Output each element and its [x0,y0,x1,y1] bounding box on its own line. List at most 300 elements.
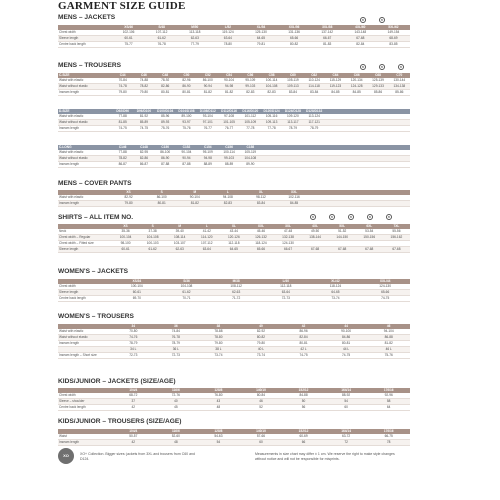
table-cell: 84-85 [325,90,346,96]
column-header: XS/46 [112,25,145,30]
table-cell: 61-62 [145,36,178,42]
table-cell: 101-105 [218,120,239,126]
table-cell: 100-104 [112,235,139,241]
table-cell: 42 [112,440,155,446]
plus-size-badge-icon: B [361,65,364,69]
table-cell: 100-104 [112,284,162,290]
table-cell [346,126,367,132]
table-cell: 83-84 [304,90,325,96]
section-title: MENS – JACKETS [58,14,116,21]
table-cell: 38 L [197,347,240,353]
size-table [58,190,410,207]
table-cell: 57-66 [240,434,283,440]
footer-collection-note: XO+ Collection. Bigger sizes: jackets from 3XL and trousers from C60 and D124. [80,452,195,461]
row-label: Chest width – Regular [58,235,112,241]
column-header: 40 [240,324,283,329]
table-cell: 109-113 [282,84,303,90]
table-cell: 45 [155,405,198,411]
table-cell: 42 L [282,347,325,353]
table-row [58,296,410,302]
table-cell: 62-63 [178,36,211,42]
table-cell: 62-63 [211,290,261,296]
column-header: 128/8 [197,429,240,434]
row-label: Waist without elastic [58,120,112,126]
table-cell: 68-69 [377,36,410,42]
section-title: KIDS/JUNIOR – JACKETS (SIZE/AGE) [58,378,176,385]
table-cell: 60-61 [112,36,145,42]
table-cell: 50 [282,399,325,405]
column-header: XXL [278,190,311,195]
table-cell: 103-107 [166,241,193,247]
column-header: XL [220,224,247,229]
table-cell: 81-92 [133,114,154,120]
table-cell: 76-80 [197,393,240,399]
table-cell [367,162,388,168]
table-cell: 82-96 [176,78,197,84]
row-label: Waist with elastic [58,195,112,201]
table-cell: 87-88 [176,162,197,168]
table-cell: 83-84 [282,90,303,96]
column-header: C62 [304,73,325,78]
table-cell: 94-104 [367,329,410,335]
table-cell: 82-83 [240,90,261,96]
column-header: C148 [133,145,154,150]
column-header: XS/34 [112,279,162,284]
table-cell: 97-101 [197,120,218,126]
column-header: XXL [247,224,274,229]
table-cell: 83-85 [377,42,410,48]
plus-size-badge-icon: B [349,215,352,219]
table-cell [377,201,410,207]
table-cell: 78-82 [133,84,154,90]
column-header: 4XL/60 [344,25,377,30]
table-row [58,90,410,96]
table-cell: 84-85 [346,90,367,96]
table-cell: 74-75 [325,353,368,359]
table-cell: 79-80 [112,90,133,96]
table-cell: 65-66 [360,290,410,296]
table-cell: 66-67 [311,36,344,42]
table-cell [282,162,303,168]
column-header: D96/D100 [133,109,154,114]
table-cell: 48 [155,440,198,446]
table-cell: 94-98 [218,84,239,90]
table-cell: 124-128 [346,84,367,90]
table-cell: 75-77 [112,42,145,48]
table-cell: 95-109 [240,78,261,84]
column-header: 152/12 [282,429,325,434]
table-cell: 80-84 [240,393,283,399]
column-header: D92/D96 [112,109,133,114]
column-header: D116/D120 [240,109,261,114]
table-cell: 81-82 [218,90,239,96]
table-cell: 78-92 [155,78,176,84]
column-header: L [211,190,244,195]
table-cell: 43 [197,399,240,405]
column-header: D104/D108 [176,109,197,114]
column-header: 164/14 [325,388,368,393]
table-cell: 85-96 [155,114,176,120]
page-title: GARMENT SIZE GUIDE [58,0,186,12]
table-cell: 130-144 [389,78,410,84]
table-cell: 58 [367,399,410,405]
table-cell: 55-56 [383,229,410,235]
column-header: S [139,224,166,229]
brand-logo: XO [58,448,74,464]
table-cell: 60-61 [112,247,139,253]
table-cell: 125-139 [367,78,388,84]
column-header: 4XL [302,224,329,229]
table-cell: 76-77 [197,126,218,132]
table-cell: 74-75 [282,353,325,359]
table-cell: 73-74 [197,353,240,359]
table-cell: 72-73 [155,353,198,359]
column-header: XXL/56 [278,25,311,30]
row-label: Centre back length [58,405,112,411]
plus-size-badge-icon: B [380,18,383,22]
section-title: WOMEN'S – TROUSERS [58,313,134,320]
table-cell: 124-130 [360,284,410,290]
table-cell: 104-108 [261,84,282,90]
column-header: C156 [218,145,239,150]
table-cell: 95-109 [197,150,218,156]
table-cell: 80-82 [278,42,311,48]
column-header: C66 [346,73,367,78]
row-label: Waist with elastic [58,114,112,120]
column-header: C154 [197,145,218,150]
table-cell: 79-80 [133,90,154,96]
table-cell: 47-48 [274,229,301,235]
row-label: Waist without elastic [58,156,112,162]
column-header: S [145,190,178,195]
plus-size-badge-icon: B [361,18,364,22]
table-cell: 86-96 [282,329,325,335]
table-cell: 65-66 [247,247,274,253]
column-header: 36 [155,324,198,329]
table-cell: 74-75 [133,126,154,132]
column-header: C54 [218,73,239,78]
column-header: 34 [112,324,155,329]
table-cell: 109-120 [282,114,303,120]
column-header: XS [112,224,139,229]
row-label: Inseam length [58,126,112,132]
size-table [58,73,410,96]
column-header: M [178,190,211,195]
table-cell: 61-62 [139,247,166,253]
column-header: 38 [197,324,240,329]
row-label: Inseam length [58,90,112,96]
table-cell: 120-134 [346,78,367,84]
table-cell: 82-92 [240,329,283,335]
column-header: S/48 [145,25,178,30]
row-label: Inseam length [58,162,112,168]
table-cell: 80-81 [155,90,176,96]
table-cell: 40 [155,399,198,405]
table-cell [389,162,410,168]
table-cell: 73-74 [240,353,283,359]
table-cell [389,126,410,132]
table-cell: 90-100 [325,329,368,335]
table-cell: 156-162 [383,235,410,241]
table-cell: 81-85 [112,120,133,126]
row-label: Centre back length [58,42,112,48]
table-cell: 82-95 [133,150,154,156]
footer-disclaimer: Measurements in size chart may differ ± 1 cm. We reserve the right to make style changes without notice and will not be responsible for misprints. [255,452,395,461]
table-cell: 78-82 [112,156,133,162]
table-cell: 88-89 [218,162,239,168]
table-cell: 84-86 [325,335,368,341]
table-cell: 37-38 [139,229,166,235]
table-cell: 64-65 [311,290,361,296]
table-cell: 101-112 [240,114,261,120]
table-cell: 60-69 [282,434,325,440]
column-header: C64 [325,73,346,78]
column-header: 128/8 [197,388,240,393]
table-cell: 90-94 [176,156,197,162]
table-cell: 107-112 [145,30,178,36]
table-cell: 72-73 [261,296,311,302]
table-cell: 74-76 [112,335,155,341]
table-cell: 104-108 [162,284,212,290]
table-cell [261,162,282,168]
table-cell: 79-80 [240,341,283,347]
table-cell: 81-82 [178,201,211,207]
column-header: 116/6 [155,429,198,434]
table-cell: 110-124 [304,78,325,84]
size-table [58,145,410,168]
row-label: Inseam length [58,341,112,347]
table-cell: 100-114 [261,78,282,84]
table-cell: 100-103 [139,241,166,247]
table-cell: 108-114 [166,235,193,241]
table-cell: 118-124 [311,284,361,290]
table-cell: 41-42 [193,229,220,235]
table-cell: 78-79 [282,126,303,132]
column-header: 152/12 [282,388,325,393]
table-cell: 82-86 [155,84,176,90]
table-cell: 71-72 [211,296,261,302]
row-label: Chest width [58,284,112,290]
table-cell: 83-84 [244,201,277,207]
table-cell: 100-114 [218,150,239,156]
table-cell: 90-104 [218,78,239,84]
table-cell: 77-79 [178,42,211,48]
table-cell: 143-148 [344,30,377,36]
table-cell: 77-88 [112,114,133,120]
table-cell: 108-112 [211,284,261,290]
column-header: 6XL [356,224,383,229]
row-label: Inseam length – Short size [58,353,112,359]
table-cell: 76-77 [218,126,239,132]
table-cell: 109-113 [261,120,282,126]
table-cell: 86-90 [176,84,197,90]
table-cell: 137-142 [311,30,344,36]
column-header: 140/10 [240,388,283,393]
size-table [58,279,410,302]
table-cell: 82-84 [344,42,377,48]
table-cell: 42 [112,405,155,411]
column-header: C158 [240,145,261,150]
column-header: 140/10 [240,429,283,434]
table-cell: 89-100 [176,114,197,120]
table-cell: 80-81 [325,341,368,347]
table-cell: 84-85 [278,201,311,207]
column-header: L/52 [211,25,244,30]
column-header: 5XL [329,224,356,229]
table-cell: 86-87 [112,162,133,168]
table-cell: 70-80 [112,329,155,335]
row-label: Sleeve – shoulder [58,399,112,405]
table-cell: 80-82 [240,335,283,341]
table-cell: 74-88 [133,78,154,84]
table-cell: 77-88 [112,150,133,156]
table-cell: 84-88 [282,393,325,399]
table-cell: 102-116 [278,195,311,201]
table-cell: 99-103 [240,84,261,90]
table-row [58,247,410,253]
table-cell: 104-108 [240,156,261,162]
table-cell: 75-76 [155,126,176,132]
table-cell [311,201,344,207]
table-cell: 44 L [325,347,368,353]
section-title: SHIRTS – ALL ITEM NO. [58,214,134,221]
table-cell: 105-109 [240,120,261,126]
size-table [58,109,410,132]
size-table [58,324,410,359]
table-cell: 150-156 [356,235,383,241]
table-cell: 86-100 [155,150,176,156]
table-cell: 105-119 [240,150,261,156]
row-label: Sleeve length [58,290,112,296]
table-row [58,440,410,446]
table-cell: 120-126 [220,235,247,241]
column-header: 104/4 [112,429,155,434]
column-header: M [166,224,193,229]
table-cell: 63-64 [211,36,244,42]
table-cell: 78-80 [197,335,240,341]
section-title: WOMEN'S – JACKETS [58,268,129,275]
table-cell: 39-40 [166,229,193,235]
column-header: XL/42 [311,279,361,284]
table-cell: 69-70 [112,296,162,302]
column-header: D124/D128 [282,109,303,114]
table-cell: 51-52 [329,229,356,235]
table-cell: 90-94 [197,84,218,90]
row-label: Centre back length [58,296,112,302]
column-header: L/40 [261,279,311,284]
table-cell: 63-64 [261,290,311,296]
table-cell: 119-124 [211,30,244,36]
column-header: C50 [176,73,197,78]
table-cell: 60 [325,405,368,411]
table-cell: 119-123 [325,84,346,90]
column-header: D108/D112 [197,109,218,114]
table-cell: 125-130 [244,30,277,36]
table-cell: 86-87 [133,162,154,168]
table-cell: 98-100 [112,241,139,247]
table-cell: 104-108 [139,235,166,241]
table-cell: 80-81 [282,341,325,347]
row-label: Inseam length [58,201,112,207]
table-cell: 78-79 [112,341,155,347]
column-header: XXL/44 [360,279,410,284]
table-cell: 81-82 [367,341,410,347]
table-cell: 112-118 [261,284,311,290]
column-header: 42 [282,324,325,329]
table-cell: 134-138 [389,84,410,90]
row-label: Waist with elastic [58,78,112,84]
table-cell: 74-75 [112,126,133,132]
table-cell: 124-130 [274,241,301,247]
table-cell: 86-100 [197,78,218,84]
table-cell: 72-73 [112,353,155,359]
table-cell: 34 L [112,347,155,353]
column-header: L [193,224,220,229]
column-header: C58 [261,73,282,78]
column-header: 164/14 [325,429,368,434]
row-label: Chest width [58,30,112,36]
plus-size-badge-icon: B [368,215,371,219]
table-cell: 113-117 [282,120,303,126]
table-cell: 66 [282,440,325,446]
table-cell: 81-83 [311,42,344,48]
table-cell: 67-68 [329,247,356,253]
table-cell: 78-80 [211,42,244,48]
row-label: Inseam length [58,440,112,446]
column-header: D112/D116 [218,109,239,114]
table-cell: 65-66 [278,36,311,42]
table-cell: 99-103 [218,156,239,162]
column-header: 5XL/62 [377,25,410,30]
column-header: 116/6 [155,388,198,393]
table-cell: 90-104 [178,195,211,201]
table-cell: 107-112 [193,241,220,247]
table-cell: 86-90 [155,156,176,162]
table-cell: 131-136 [278,30,311,36]
table-cell: 82-92 [112,195,145,201]
table-cell: 76-78 [145,42,178,48]
plus-size-badge-icon: B [311,215,314,219]
table-cell: 60-61 [112,290,162,296]
table-cell: 72 [325,440,368,446]
table-cell: 79-80 [197,341,240,347]
table-cell: 94-98 [197,156,218,162]
table-cell: 86-88 [367,335,410,341]
table-cell [304,162,325,168]
column-header: C56 [240,73,261,78]
table-cell: 36 L [155,347,198,353]
table-cell: 70-71 [162,296,212,302]
table-cell [344,201,377,207]
table-cell: 86-100 [145,195,178,201]
plus-size-badge-icon: B [330,215,333,219]
column-header: XL [244,190,277,195]
table-cell: 50-57 [112,434,155,440]
table-cell: 85-89 [133,120,154,126]
table-cell: 93-104 [197,114,218,120]
table-cell: 76-78 [155,335,198,341]
size-table [58,388,410,411]
table-cell: 102-106 [112,30,145,36]
table-cell: 66-75 [367,434,410,440]
table-cell: 88-89 [197,162,218,168]
table-cell: 74-75 [360,296,410,302]
table-cell: 56 [282,405,325,411]
row-label: Chest width – Fitted size [58,241,112,247]
table-cell: 74-84 [155,329,198,335]
row-label: Waist with elastic [58,150,112,156]
table-row [58,126,410,132]
